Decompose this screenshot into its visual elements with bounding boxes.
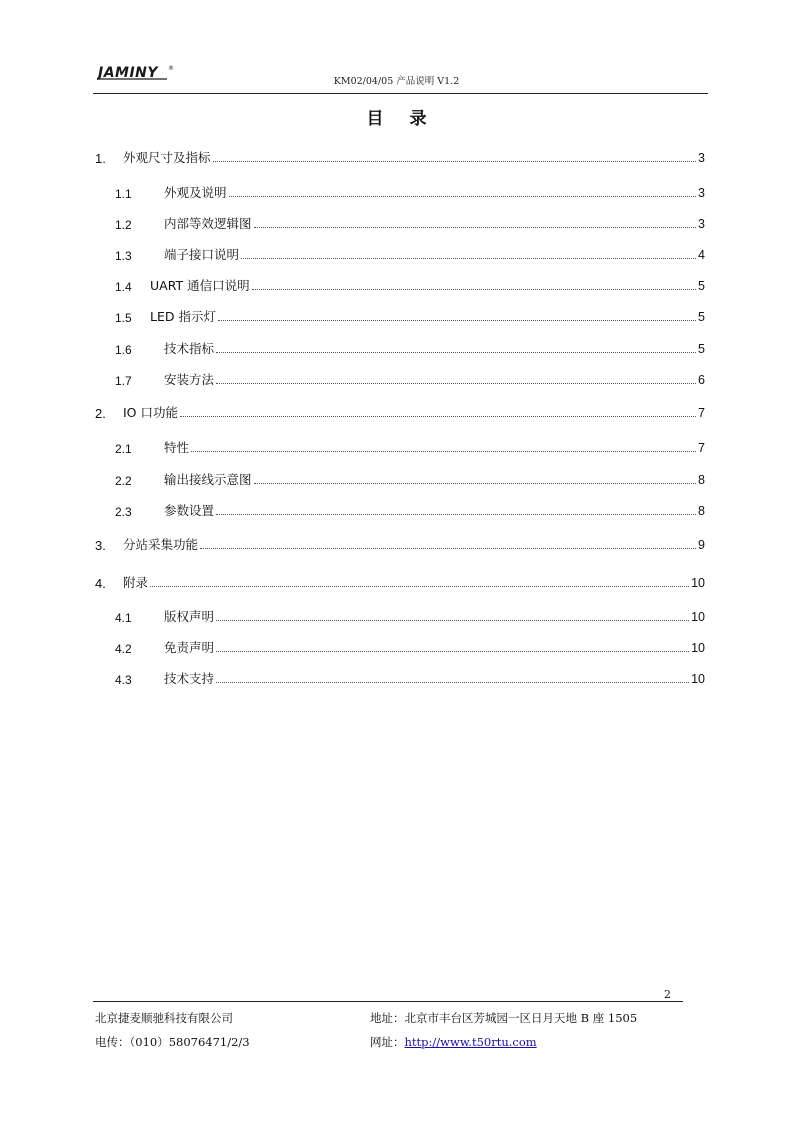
svg-text:®: ® xyxy=(168,65,174,72)
toc-entry-text: 外观尺寸及指标 xyxy=(123,150,211,165)
toc-entry-4-1[interactable] xyxy=(0,605,793,625)
toc-entry-number: 3. xyxy=(95,538,106,553)
toc-entry-text: 外观及说明 xyxy=(164,185,227,200)
footer-website-label: 网址： xyxy=(370,1035,405,1049)
footer-company: 北京捷麦顺驰科技有限公司 xyxy=(95,1011,233,1025)
toc-entry-number: 1.2 xyxy=(115,218,132,232)
toc-entry-1-3[interactable] xyxy=(0,243,793,263)
toc-entry-text: 参数设置 xyxy=(164,503,215,518)
toc-entry-text: 附录 xyxy=(123,575,149,590)
toc-entry-page: 3 xyxy=(698,151,705,165)
footer-phone xyxy=(95,1034,250,1050)
toc-entry-page: 8 xyxy=(698,504,705,518)
footer-website xyxy=(370,1034,537,1050)
toc-entry-text: 技术指标 xyxy=(164,341,215,356)
toc-entry-text: 内部等效逻辑图 xyxy=(164,216,252,231)
toc-entry-text: 分站采集功能 xyxy=(123,537,199,552)
toc-entry-page: 7 xyxy=(698,441,705,455)
toc-title: 目 录 xyxy=(366,109,437,129)
toc-entry-text: 端子接口说明 xyxy=(164,247,240,262)
header-divider xyxy=(93,93,708,94)
footer-address xyxy=(370,1010,637,1026)
toc-entry-number: 1. xyxy=(95,151,106,166)
footer-address-label: 地址： xyxy=(370,1011,405,1025)
toc-entry-number: 4.2 xyxy=(115,642,132,656)
toc-entry-1-2[interactable] xyxy=(0,212,793,232)
toc-entry-page: 10 xyxy=(691,672,705,686)
toc-entry-number: 2. xyxy=(95,406,106,421)
toc-entry-2[interactable] xyxy=(0,401,793,421)
website-link[interactable]: http://www.t50rtu.com xyxy=(404,1035,537,1049)
toc-entry-number: 1.4 xyxy=(115,280,132,294)
toc-entry-text: 安装方法 xyxy=(164,372,215,387)
toc-entry-page: 10 xyxy=(691,576,705,590)
toc-entry-page: 8 xyxy=(698,473,705,487)
toc-entry-page: 7 xyxy=(698,406,705,420)
toc-entry-2-1[interactable] xyxy=(0,436,793,456)
toc-entry-number: 2.3 xyxy=(115,505,132,519)
toc-entry-page: 4 xyxy=(698,248,705,262)
toc-entry-1[interactable] xyxy=(0,146,793,166)
toc-entry-page: 9 xyxy=(698,538,705,552)
toc-entry-number: 1.3 xyxy=(115,249,132,263)
toc-entry-number: 2.2 xyxy=(115,474,132,488)
toc-entry-number: 2.1 xyxy=(115,442,132,456)
toc-entry-number: 4. xyxy=(95,576,106,591)
toc-entry-4-2[interactable] xyxy=(0,636,793,656)
toc-entry-text: 特性 xyxy=(164,440,190,455)
document-header-title: KM02/04/05 产品说明 V1.2 xyxy=(333,76,460,87)
footer-address-value: 北京市丰台区芳城园一区日月天地 B 座 1505 xyxy=(404,1011,638,1025)
toc-entry-number: 1.6 xyxy=(115,343,132,357)
svg-text:JAMINY: JAMINY xyxy=(98,65,159,81)
toc-entry-page: 5 xyxy=(698,342,705,356)
toc-entry-page: 5 xyxy=(698,310,705,324)
toc-entry-page: 6 xyxy=(698,373,705,387)
toc-entry-text: LED 指示灯 xyxy=(150,309,216,324)
toc-entry-1-4[interactable] xyxy=(0,274,793,294)
toc-entry-text: 免责声明 xyxy=(164,640,215,655)
toc-entry-page: 3 xyxy=(698,217,705,231)
toc-entry-page: 10 xyxy=(691,610,705,624)
toc-entry-text: 技术支持 xyxy=(164,671,215,686)
toc-entry-number: 1.5 xyxy=(115,311,132,325)
toc-entry-number: 4.3 xyxy=(115,673,132,687)
toc-entry-text: IO 口功能 xyxy=(123,405,178,420)
toc-entry-1-7[interactable] xyxy=(0,368,793,388)
footer-divider xyxy=(93,1001,683,1002)
toc-entry-4[interactable] xyxy=(0,571,793,591)
toc-entry-1-6[interactable] xyxy=(0,337,793,357)
page-number: 2 xyxy=(664,988,671,1001)
toc-entry-number: 4.1 xyxy=(115,611,132,625)
toc-entry-page: 10 xyxy=(691,641,705,655)
toc-entry-number: 1.1 xyxy=(115,187,132,201)
toc-entry-number: 1.7 xyxy=(115,374,132,388)
toc-entry-3[interactable] xyxy=(0,533,793,553)
toc-entry-text: UART 通信口说明 xyxy=(150,278,250,293)
toc-entry-1-1[interactable] xyxy=(0,181,793,201)
toc-entry-2-2[interactable] xyxy=(0,468,793,488)
footer-phone-value: （010）58076471/2/3 xyxy=(129,1035,250,1049)
toc-entry-page: 5 xyxy=(698,279,705,293)
toc-entry-4-3[interactable] xyxy=(0,667,793,687)
toc-entry-page: 3 xyxy=(698,186,705,200)
toc-entry-text: 版权声明 xyxy=(164,609,215,624)
toc-entry-text: 输出接线示意图 xyxy=(164,472,252,487)
footer-phone-label: 电传： xyxy=(95,1035,130,1049)
toc-entry-1-5[interactable] xyxy=(0,305,793,325)
toc-entry-2-3[interactable] xyxy=(0,499,793,519)
